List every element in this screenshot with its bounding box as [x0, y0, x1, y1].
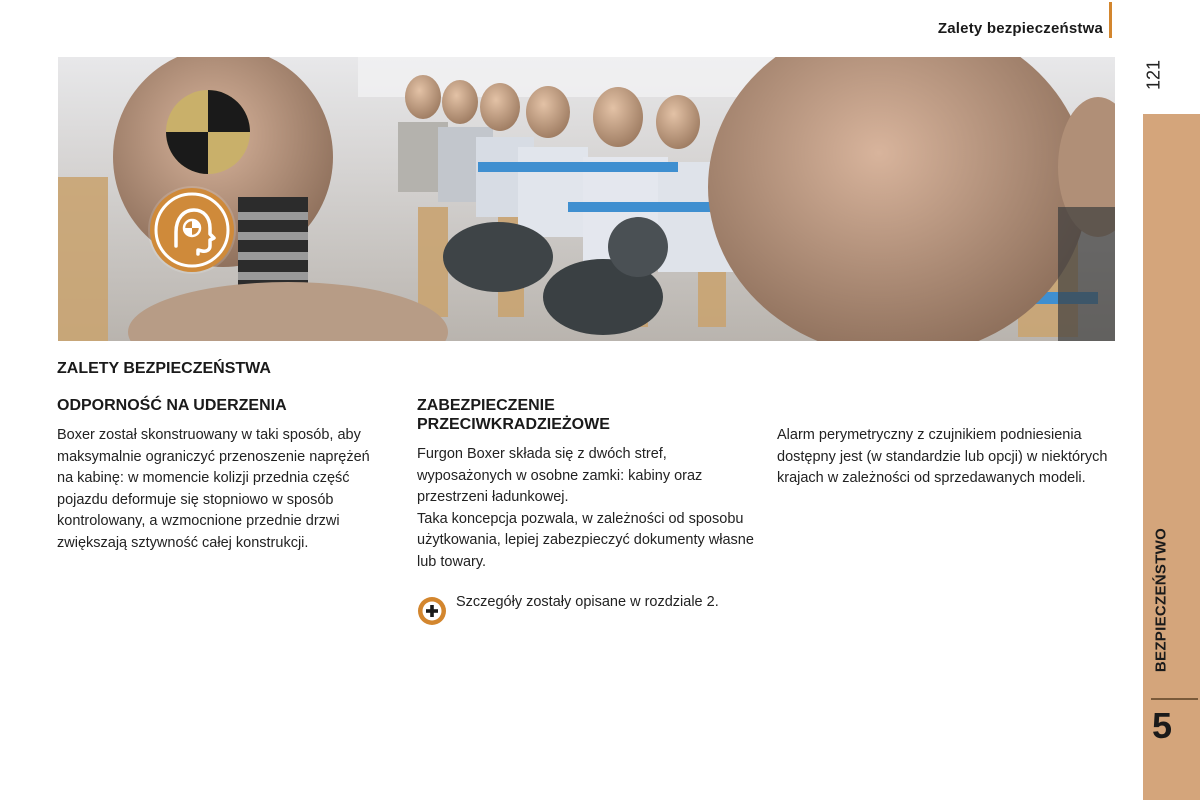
crash-test-dummy-head-icon	[150, 188, 234, 272]
impact-resistance-heading: ODPORNOŚĆ NA UDERZENIA	[57, 397, 287, 414]
alarm-paragraph	[777, 425, 1122, 490]
plus-circle-icon	[417, 596, 447, 626]
cross-reference-note: Szczegóły zostały opisane w rozdziale 2.	[456, 594, 719, 610]
anti-theft-heading-line2: PRZECIWKRADZIEŻOWE	[417, 416, 610, 433]
alarm-text: Alarm perymetryczny z czujnikiem podniesienia dostępny jest (w standardzie lub opcji) w niektórych krajach w zależności od sprzedawanych modeli.	[777, 427, 1108, 486]
chapter-number: 5	[1152, 705, 1173, 746]
anti-theft-text-2: Taka koncepcja pozwala, w zależności od sposobu użytkowania, lepiej zabezpieczyć dokumenty własne lub towary.	[417, 510, 754, 570]
chapter-tab-label: BEZPIECZEŃSTWO	[1152, 527, 1170, 673]
header-rule	[1109, 2, 1112, 38]
running-header: Zalety bezpieczeństwa	[937, 20, 1103, 37]
chapter-tab-rule	[1151, 698, 1198, 700]
anti-theft-heading-line1: ZABEZPIECZENIE	[417, 397, 555, 414]
anti-theft-heading	[417, 396, 747, 434]
page-number: 121	[1143, 59, 1164, 91]
anti-theft-paragraph	[417, 444, 762, 573]
anti-theft-text-1: Furgon Boxer składa się z dwóch stref, wyposażonych w osobne zamki: kabiny oraz przestrzeni ładunkowej.	[417, 446, 703, 505]
section-title: ZALETY BEZPIECZEŃSTWA	[57, 360, 271, 377]
impact-resistance-text: Boxer został skonstruowany w taki sposób, aby maksymalnie ograniczyć przenoszenie naprężeń na kabinę: w momencie kolizji przednia część pojazdu deformuje się stopniowo w sposób kontrolowany, a wzmocnione przednie drzwi zwiększają sztywność całej konstrukcji.	[57, 427, 370, 551]
impact-resistance-paragraph	[57, 425, 387, 554]
